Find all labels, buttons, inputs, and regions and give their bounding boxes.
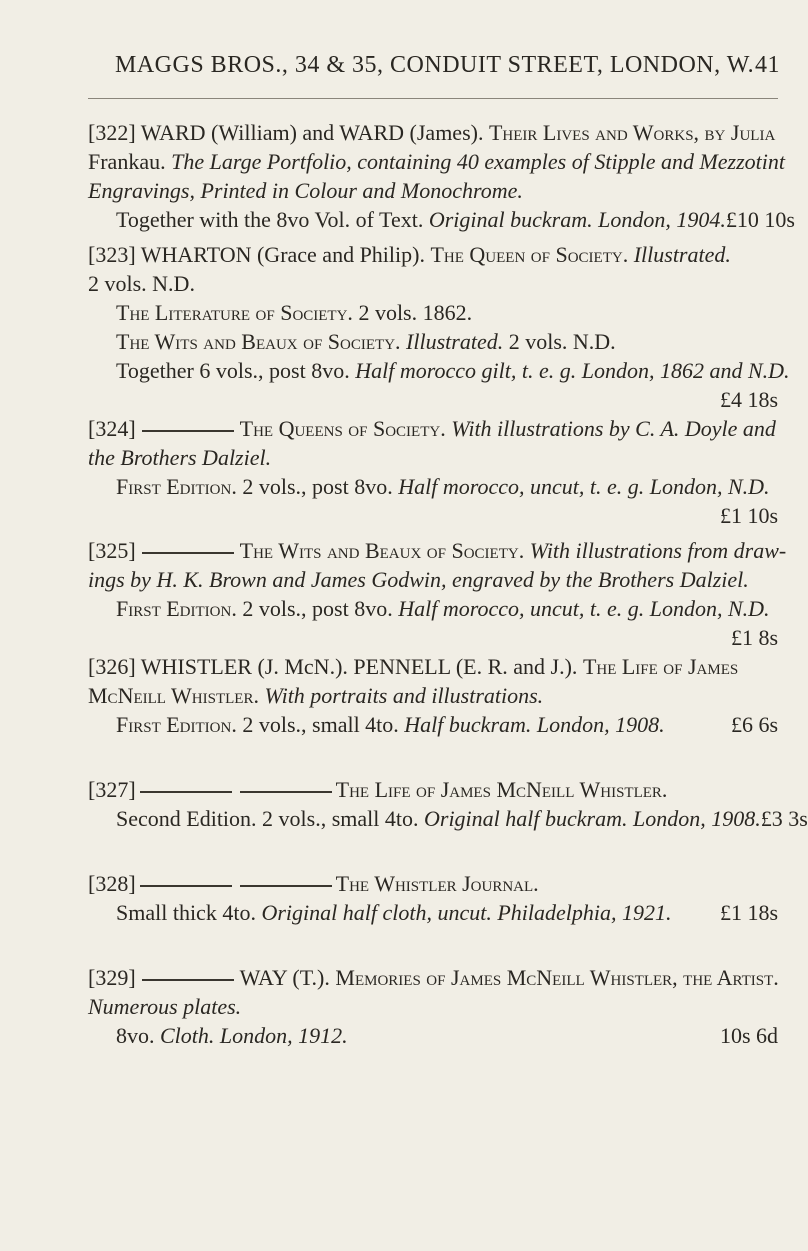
entry-imprint: London, 1862 and N.D. xyxy=(581,358,790,383)
entry-imprint: London, 1908. xyxy=(633,806,761,831)
catalogue-entry-324 xyxy=(88,414,778,530)
entry-format: 2 vols., post 8vo. xyxy=(242,474,393,499)
lot-number: [327] xyxy=(88,777,136,802)
entry-imprint: London, N.D. xyxy=(649,596,770,621)
lot-number: [324] xyxy=(88,416,136,441)
entry-binding: Half morocco, uncut, t. e. g. xyxy=(398,474,645,499)
entry-format: 2 vols., post 8vo. xyxy=(242,596,393,621)
entry-author-cont: Frankau. xyxy=(88,149,166,174)
entry-price: £3 3s xyxy=(760,806,808,831)
ditto-rule xyxy=(142,552,234,554)
entry-title-3: The Wits and Beaux of Society. xyxy=(116,329,401,354)
entry-binding: Original half buckram. xyxy=(424,806,628,831)
lot-number: [329] xyxy=(88,965,136,990)
entry-price: £6 6s xyxy=(730,712,778,737)
entry-volumes-2: 2 vols. 1862. xyxy=(358,300,473,325)
lot-number: [325] xyxy=(88,538,136,563)
ditto-rule xyxy=(142,430,234,432)
entry-title: Their Lives and Works, by Julia xyxy=(488,120,776,145)
running-title: MAGGS BROS., 34 & 35, CONDUIT STREET, LONDON, W. xyxy=(115,52,755,78)
ditto-rule xyxy=(240,885,332,887)
catalogue-entry-326 xyxy=(88,652,778,739)
header-rule xyxy=(88,98,778,99)
entry-title: The Wits and Beaux of Society. xyxy=(239,538,525,563)
entry-imprint: London, 1904. xyxy=(598,207,726,232)
catalogue-entry-328 xyxy=(88,869,778,927)
entry-format: Small thick 4to. xyxy=(116,900,256,925)
lot-number: [322] xyxy=(88,120,136,145)
entry-price: £1 8s xyxy=(730,625,778,650)
entry-authors: WHARTON (Grace and Philip). xyxy=(140,242,425,267)
entry-title: The Queen of Society. xyxy=(430,242,629,267)
entry-binding: Half buckram. xyxy=(404,712,532,737)
catalogue-entry-323 xyxy=(88,240,790,414)
entry-title-cont: McNeill Whistler. xyxy=(88,683,259,708)
entry-title: The Queens of Society. xyxy=(239,416,446,441)
entry-binding: Half morocco gilt, t. e. g. xyxy=(355,358,577,383)
entry-imprint: London, N.D. xyxy=(649,474,770,499)
entry-description: The Large Portfolio, containing 40 examples of Stipple and Mezzotint xyxy=(171,149,786,174)
entry-price: £1 10s xyxy=(719,503,778,528)
entry-title: The Life of James McNeill Whistler. xyxy=(335,777,668,802)
entry-volumes: 2 vols. N.D. xyxy=(88,271,195,296)
entry-format: 2 vols., small 4to. xyxy=(242,712,399,737)
entry-title: The Whistler Journal. xyxy=(335,871,539,896)
ditto-rule xyxy=(142,979,234,981)
catalogue-entry-325 xyxy=(88,536,787,652)
entry-edition: First Edition. xyxy=(116,712,237,737)
entry-illustrated-3: Illustrated. xyxy=(406,329,504,354)
page-number: 41 xyxy=(755,52,780,78)
entry-imprint: London, 1912. xyxy=(219,1023,348,1048)
entry-binding: Half morocco, uncut, t. e. g. xyxy=(398,596,645,621)
entry-authors: WAY (T.). xyxy=(239,965,330,990)
entry-binding: Original half cloth, uncut. xyxy=(261,900,492,925)
catalogue-entry-327 xyxy=(88,775,808,833)
catalogue-entry-329 xyxy=(88,963,778,1050)
entry-price: 10s 6d xyxy=(719,1023,778,1048)
entry-imprint: Philadelphia, 1921. xyxy=(497,900,672,925)
entry-format: Together 6 vols., post 8vo. xyxy=(116,358,350,383)
entry-binding: Cloth. xyxy=(160,1023,215,1048)
entry-binding: Original buckram. xyxy=(428,207,593,232)
entry-illustrations-cont: the Brothers Dalziel. xyxy=(88,445,272,470)
entry-format: 8vo. xyxy=(116,1023,155,1048)
lot-number: [328] xyxy=(88,871,136,896)
entry-authors: WARD (William) and WARD (James). xyxy=(140,120,484,145)
entry-price: £1 18s xyxy=(719,900,778,925)
entry-description-cont: Engravings, Printed in Colour and Monochrome. xyxy=(88,178,523,203)
lot-number: [323] xyxy=(88,242,136,267)
ditto-rule xyxy=(140,791,232,793)
entry-title: Memories of James McNeill Whistler, the Artist. xyxy=(335,965,779,990)
entry-price: £4 18s xyxy=(719,387,778,412)
entry-illustrations: With illustrations by C. A. Doyle and xyxy=(451,416,776,441)
catalogue-entries xyxy=(88,118,808,1050)
entry-edition: First Edition. xyxy=(116,474,237,499)
running-header xyxy=(115,52,780,79)
entry-illustrations: With portraits and illustrations. xyxy=(264,683,544,708)
entry-imprint: London, 1908. xyxy=(536,712,665,737)
entry-illustrations: With illustrations from draw- xyxy=(529,538,787,563)
entry-price: £10 10s xyxy=(725,207,795,232)
catalogue-entry-322 xyxy=(88,118,795,234)
entry-illustrations-cont: ings by H. K. Brown and James Godwin, engraved by the Brothers Dalziel. xyxy=(88,567,749,592)
entry-title-2: The Literature of Society. xyxy=(116,300,353,325)
entry-authors: WHISTLER (J. McN.). PENNELL (E. R. and J.). xyxy=(140,654,578,679)
entry-title: The Life of James xyxy=(582,654,739,679)
lot-number: [326] xyxy=(88,654,136,679)
entry-note: Together with the 8vo Vol. of Text. xyxy=(116,207,424,232)
ditto-rule xyxy=(240,791,332,793)
entry-plates: Numerous plates. xyxy=(88,994,242,1019)
entry-format: Second Edition. 2 vols., small 4to. xyxy=(116,806,419,831)
entry-illustrated: Illustrated. xyxy=(633,242,731,267)
entry-volumes-3: 2 vols. N.D. xyxy=(508,329,616,354)
entry-edition: First Edition. xyxy=(116,596,237,621)
ditto-rule xyxy=(140,885,232,887)
